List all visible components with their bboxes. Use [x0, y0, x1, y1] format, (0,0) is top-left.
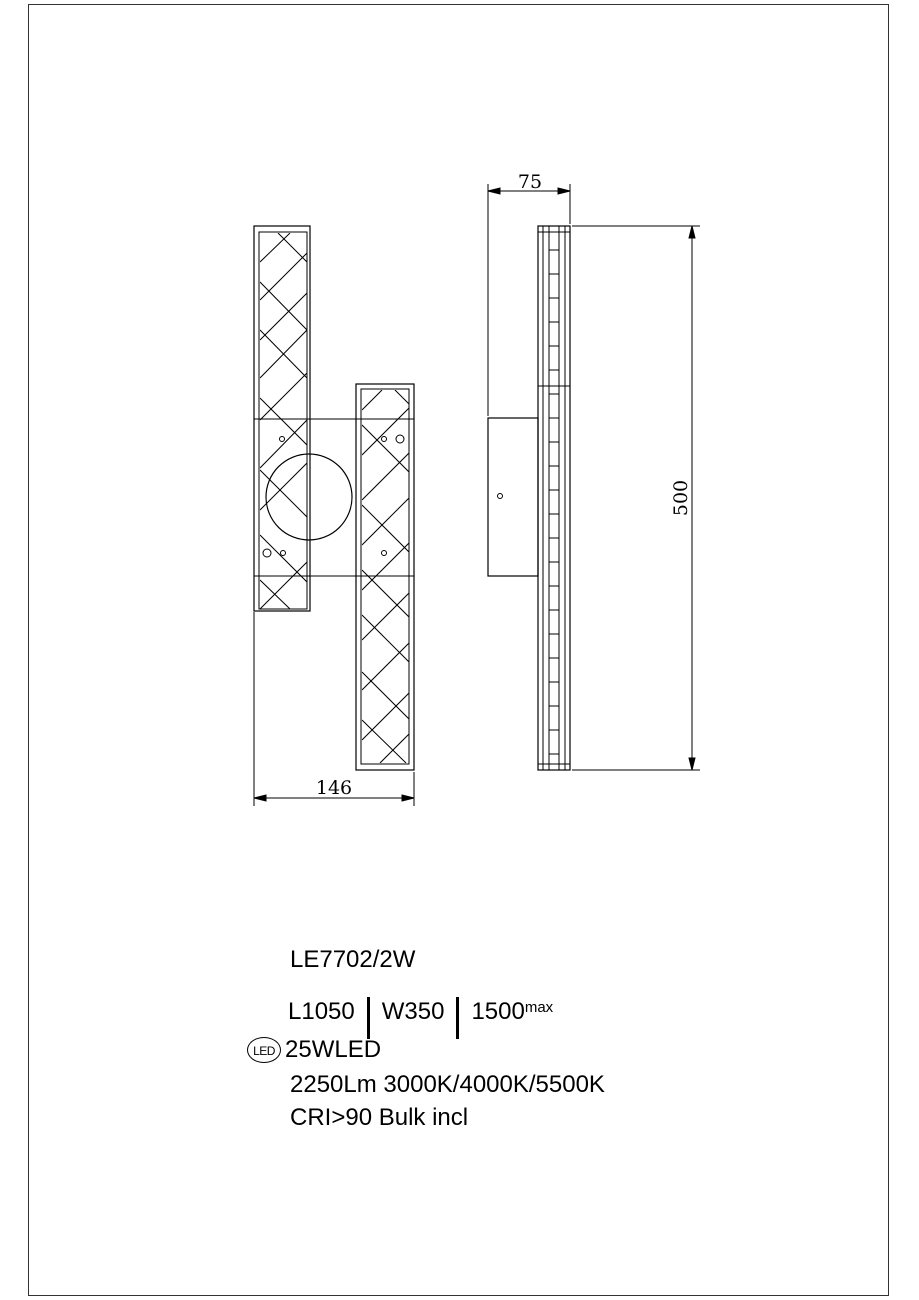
- side-light-bar: [538, 226, 570, 770]
- depth-dimension-label: 75: [517, 171, 543, 193]
- dimensions-line: [288, 991, 553, 1033]
- lumen-color-temp: 2250Lm 3000K/4000K/5500K: [290, 1071, 605, 1098]
- power-value: 25WLED: [285, 1036, 382, 1063]
- left-bar-crystal-pattern: [260, 233, 307, 609]
- height-suffix: max: [524, 999, 554, 1016]
- cri-bulb-info: CRI>90 Bulk incl: [290, 1104, 469, 1131]
- led-icon: LED: [247, 1037, 281, 1063]
- side-mounting-bracket: [488, 418, 538, 576]
- right-light-bar: [356, 384, 414, 770]
- side-view: [488, 184, 700, 770]
- height-dimension-label: 500: [670, 479, 692, 517]
- width-value: W350: [381, 998, 445, 1025]
- depth-dimension: [488, 184, 570, 416]
- model-number: LE7702/2W: [290, 946, 416, 973]
- power-line: [247, 1036, 381, 1064]
- length-value: L1050: [288, 998, 355, 1025]
- front-view: [254, 226, 414, 806]
- height-value: 1500: [471, 998, 525, 1025]
- side-led-segments: [549, 250, 559, 754]
- width-dimension-label: 146: [315, 777, 353, 799]
- separator-bar: [367, 997, 370, 1039]
- separator-bar: [456, 997, 459, 1039]
